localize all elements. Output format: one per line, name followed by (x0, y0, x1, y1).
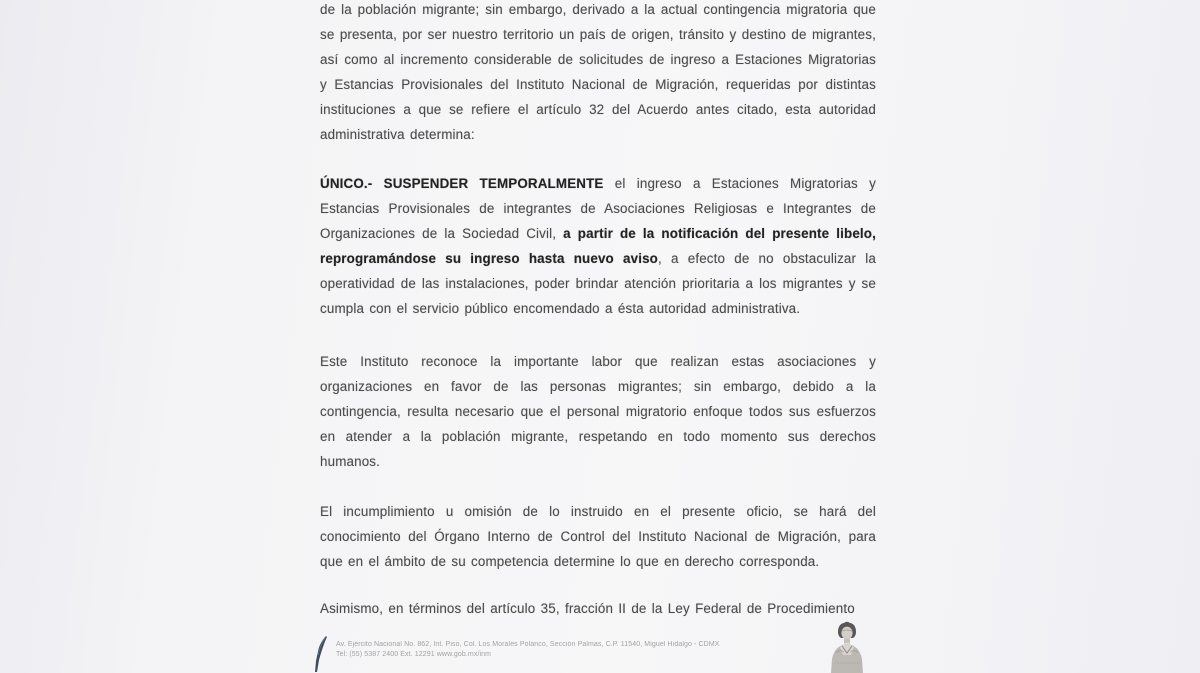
paragraph-unico-suspension (320, 171, 876, 321)
footer-contact-line: Tel: (55) 5387 2400 Ext. 12291 www.gob.mx/inm (336, 650, 492, 658)
footer-address-line: Av. Ejército Nacional No. 862, Int. Piso, Col. Los Morales Polanco, Sección Palmas, C.P. 11540, Miguel Hidalgo - CDMX (336, 641, 720, 648)
paragraph-asimismo (320, 596, 876, 621)
paragraph-text: el ingreso a Estaciones Migratorias y Estancias Provisionales de integrantes de Asociaciones Religiosas e Integrantes de Organizaciones de la Sociedad Civil, (320, 176, 876, 241)
footer-address-block (336, 635, 720, 659)
paragraph-text: , a efecto de no obstaculizar la operatividad de las instalaciones, poder brindar atención prioritaria a los migrantes y se cumpla con el servicio público encomendado a ésta autoridad administrativa. (320, 251, 876, 316)
paragraph-text-bold: a partir de la notificación del presente libelo, reprogramándose su ingreso hasta nuevo aviso (320, 226, 876, 266)
paragraph-text: de la población migrante; sin embargo, derivado a la actual contingencia migratoria que se presenta, por ser nuestro territorio un país de origen, tránsito y destino de migrantes, así como al incremento considerable de solicitudes de ingreso a Estaciones Migratorias y Estancias Provisionales del Instituto Nacional de Migración, requeridas por distintas instituciones a que se refiere el artículo 32 del Acuerdo antes citado, esta autoridad administrativa determina: (320, 2, 876, 142)
paragraph-text: El incumplimiento u omisión de lo instruido en el presente oficio, se hará del conocimiento del Órgano Interno de Control del Instituto Nacional de Migración, para que en el ámbito de su competencia determine lo que en derecho corresponda. (320, 504, 876, 569)
leona-vicario-figure (820, 619, 874, 673)
document-body (320, 0, 876, 621)
paragraph-incumplimiento (320, 499, 876, 574)
quill-icon (311, 635, 331, 673)
paragraph-text-bold: ÚNICO.- SUSPENDER TEMPORALMENTE (320, 176, 604, 191)
paragraph-considerandos (320, 0, 876, 147)
paragraph-text: Este Instituto reconoce la importante labor que realizan estas asociaciones y organizaciones en favor de las personas migrantes; sin embargo, debido a la contingencia, resulta necesario que el personal migratorio enfoque todos sus esfuerzos en atender a la población migrante, respetando en todo momento sus derechos humanos. (320, 354, 876, 469)
paragraph-reconocimiento (320, 349, 876, 474)
paragraph-text: Asimismo, en términos del artículo 35, fracción II de la Ley Federal de Procedimiento (320, 601, 855, 616)
letterhead-footer (311, 635, 720, 673)
